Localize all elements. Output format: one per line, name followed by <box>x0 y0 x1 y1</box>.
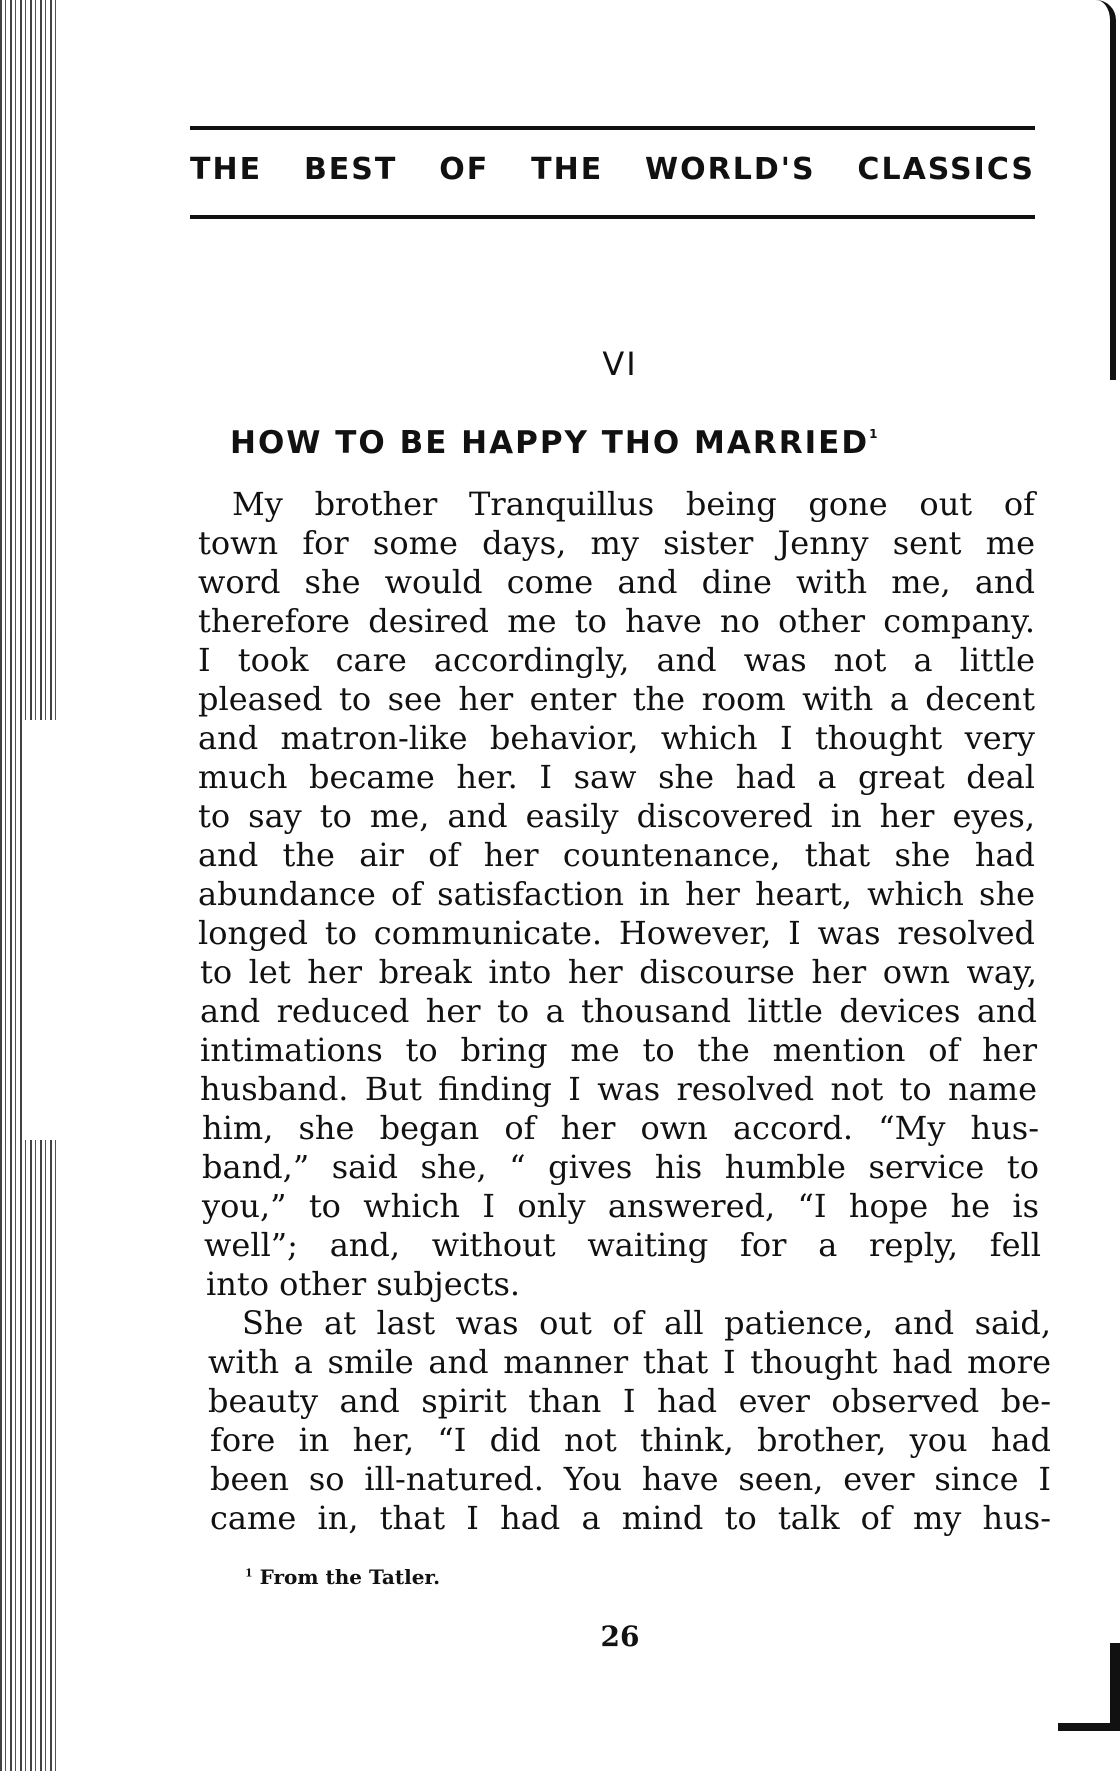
paragraph-1-line: pleased to see her enter the room with a decent <box>198 680 1035 718</box>
paragraph-1-line: and the air of her countenance, that she had <box>198 836 1035 874</box>
paragraph-2-line: came in, that I had a mind to talk of my hus- <box>210 1499 1051 1537</box>
chapter-title <box>230 425 879 461</box>
page-edge-shadow <box>1096 0 1116 380</box>
paragraph-1-line: him, she began of her own accord. “My hus- <box>202 1109 1039 1147</box>
page-number: 26 <box>600 1620 640 1653</box>
paragraph-1-line: abundance of satisfaction in her heart, which she <box>198 875 1035 913</box>
paragraph-1-line: and reduced her to a thousand little devices and <box>200 992 1037 1030</box>
paragraph-1-line: word she would come and dine with me, and <box>198 563 1035 601</box>
paragraph-2-line: She at last was out of all patience, and said, <box>242 1304 1051 1342</box>
page-corner-shadow <box>1058 1643 1120 1731</box>
paragraph-1-line: intimations to bring me to the mention of her <box>200 1031 1037 1069</box>
paragraph-1-line: I took care accordingly, and was not a little <box>198 641 1035 679</box>
paragraph-2-line: fore in her, “I did not think, brother, you had <box>210 1421 1051 1459</box>
header-rule-top <box>190 126 1035 130</box>
paragraph-1-line: well”; and, without waiting for a reply, fell <box>204 1226 1041 1264</box>
paragraph-1-line: My brother Tranquillus being gone out of <box>232 485 1035 523</box>
paragraph-1-line: and matron-like behavior, which I thought very <box>198 719 1035 757</box>
binding-edge <box>0 0 60 1771</box>
footnote-mark: 1 <box>245 1566 253 1580</box>
paragraph-1-line: town for some days, my sister Jenny sent me <box>198 524 1035 562</box>
paragraph-1-line: you,” to which I only answered, “I hope he is <box>202 1187 1039 1225</box>
chapter-number: VI <box>602 345 638 383</box>
paragraph-1-line: into other subjects. <box>206 1265 521 1303</box>
paragraph-2-line: been so ill-natured. You have seen, ever since I <box>210 1460 1051 1498</box>
paragraph-2-line: beauty and spirit than I had ever observed be- <box>208 1382 1051 1420</box>
paragraph-2-line: with a smile and manner that I thought had more <box>208 1343 1051 1381</box>
chapter-title-text: HOW TO BE HAPPY THO MARRIED <box>230 425 870 461</box>
running-head: THE BEST OF THE WORLD'S CLASSICS <box>190 152 1035 187</box>
paragraph-1-line: longed to communicate. However, I was resolved <box>198 914 1035 952</box>
footnote <box>245 1565 440 1589</box>
paragraph-1-line: band,” said she, “ gives his humble service to <box>202 1148 1039 1186</box>
paragraph-1-line: much became her. I saw she had a great deal <box>198 758 1035 796</box>
header-rule-bottom <box>190 215 1035 219</box>
paragraph-1-line: therefore desired me to have no other company. <box>198 602 1035 640</box>
paragraph-1-line: to let her break into her discourse her own way, <box>200 953 1037 991</box>
footnote-text: From the Tatler. <box>259 1565 441 1589</box>
paragraph-1-line: to say to me, and easily discovered in her eyes, <box>198 797 1035 835</box>
paragraph-1-line: husband. But finding I was resolved not to name <box>200 1070 1037 1108</box>
footnote-reference: 1 <box>869 427 880 441</box>
